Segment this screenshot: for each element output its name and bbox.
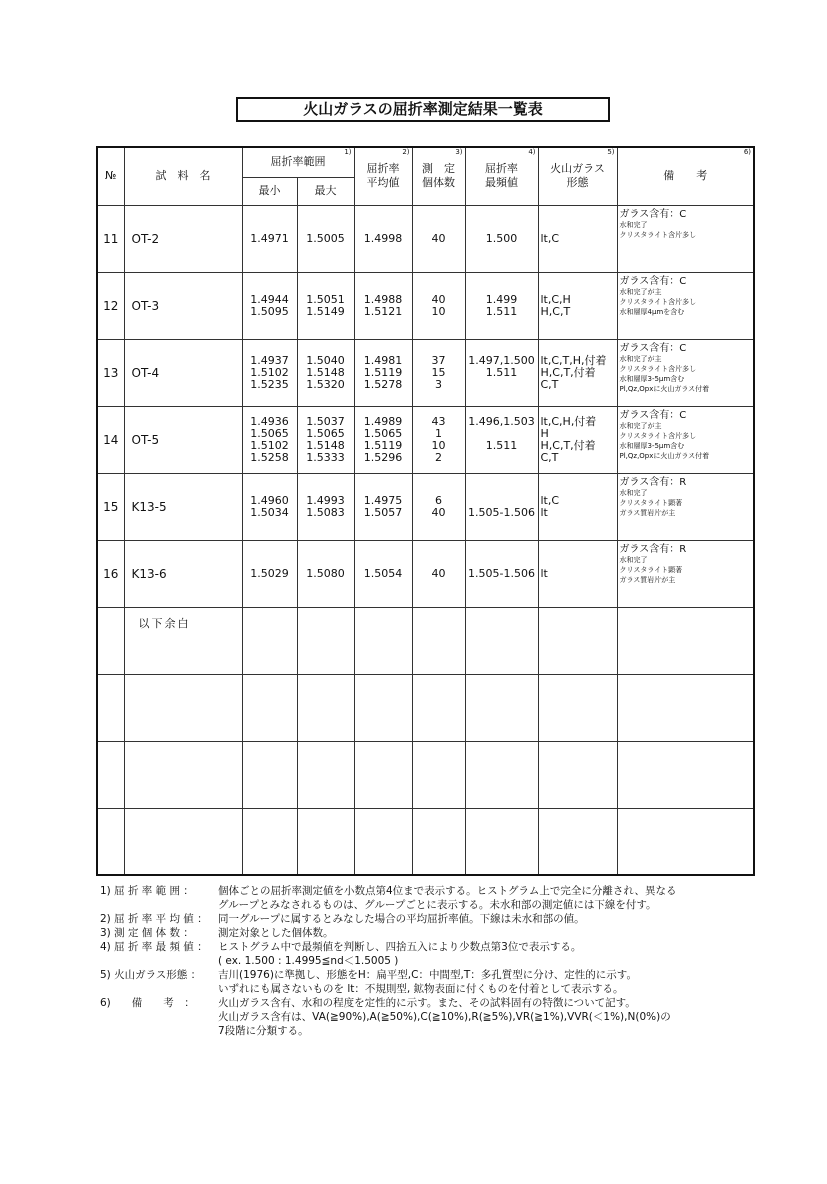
form-value: H,C,T,付着 bbox=[540, 438, 596, 452]
sample-name: OT-3 bbox=[124, 272, 242, 339]
max-value: 1.5005 bbox=[306, 231, 345, 245]
mode-value: 1.499 bbox=[485, 292, 518, 306]
count-value: 15 bbox=[431, 365, 446, 379]
cell-mean bbox=[354, 540, 412, 607]
mode-value: 1.505-1.506 bbox=[468, 566, 535, 580]
footnote-text: ヒストグラム中で最頻値を判断し、四捨五入により少数点第3位で表示する。 bbox=[218, 941, 582, 953]
mean-value: 1.5065 bbox=[363, 426, 403, 440]
blank-row bbox=[97, 674, 754, 741]
sample-name: OT-5 bbox=[124, 406, 242, 473]
footnote-line bbox=[100, 1024, 740, 1038]
cell-mode bbox=[465, 272, 538, 339]
count-value: 10 bbox=[431, 304, 446, 318]
mean-value: 1.5119 bbox=[363, 438, 403, 452]
footnote-key: 5) 火山ガラス形態 ： bbox=[100, 969, 202, 981]
mean-value: 1.5119 bbox=[363, 365, 403, 379]
cell-min bbox=[242, 540, 297, 607]
footnote-key bbox=[100, 1024, 218, 1038]
header-count: 3) 測 定 個体数 bbox=[412, 147, 465, 205]
form-value: lt,C,H bbox=[540, 292, 571, 306]
cell-form bbox=[538, 473, 617, 540]
mode-value: 1.511 bbox=[485, 438, 518, 452]
footnote-text: 測定対象とした個体数。 bbox=[218, 927, 334, 939]
footnote-key bbox=[100, 982, 218, 996]
count-value: 10 bbox=[431, 438, 446, 452]
min-value: 1.4960 bbox=[250, 493, 289, 507]
remark-line: 水和層厚4μmを含む bbox=[619, 307, 685, 316]
results-table bbox=[96, 146, 755, 876]
mode-value: 1.500 bbox=[485, 231, 518, 245]
count-value: 37 bbox=[431, 353, 446, 367]
cell-remarks bbox=[617, 473, 754, 540]
footnote-text: いずれにも属さないものを lt：不規則型, 鉱物表面に付くものを付着として表示する。 bbox=[218, 983, 624, 995]
sample-name: K13-6 bbox=[124, 540, 242, 607]
max-value: 1.5051 bbox=[306, 292, 345, 306]
form-value: lt,C bbox=[540, 493, 560, 507]
footnote-line bbox=[100, 884, 740, 898]
blank-label: 以下余白 bbox=[124, 607, 242, 674]
count-value: 40 bbox=[431, 231, 446, 245]
footnotes bbox=[100, 884, 740, 1038]
mean-value: 1.4975 bbox=[363, 493, 403, 507]
max-value: 1.5065 bbox=[306, 426, 345, 440]
footnote-line bbox=[100, 940, 740, 954]
form-value: C,T bbox=[540, 450, 559, 464]
count-value: 1 bbox=[435, 426, 442, 440]
sample-name: OT-2 bbox=[124, 205, 242, 272]
footnote-text: 火山ガラス含有は、VA(≧90%),A(≧50%),C(≧10%),R(≧5%),VR(≧1%),VVR(＜1%),N(0%)の bbox=[218, 1011, 671, 1023]
header-min: 最小 bbox=[242, 177, 297, 205]
footnote-line bbox=[100, 982, 740, 996]
cell-count bbox=[412, 272, 465, 339]
cell-form bbox=[538, 339, 617, 406]
min-value: 1.4971 bbox=[250, 231, 289, 245]
min-value: 1.5235 bbox=[250, 377, 289, 391]
remark-line: 水和層厚3-5μm含む bbox=[619, 441, 685, 450]
footnote-text: 同一グループに属するとみなした場合の平均屈折率値。下線は未水和部の値。 bbox=[218, 913, 585, 925]
max-value: 1.5148 bbox=[306, 438, 345, 452]
cell-count bbox=[412, 540, 465, 607]
cell-mean bbox=[354, 473, 412, 540]
max-value: 1.5080 bbox=[306, 566, 345, 580]
header-max: 最大 bbox=[297, 177, 354, 205]
header-no: № bbox=[97, 147, 124, 205]
sample-name: K13-5 bbox=[124, 473, 242, 540]
remark-glass-content: ガラス含有：R bbox=[619, 543, 687, 555]
footnote-text: 7段階に分類する。 bbox=[218, 1025, 309, 1037]
remark-line: 水和層厚3-5μm含む bbox=[619, 374, 685, 383]
footnote-key: 4) 屈 折 率 最 頻 値 ： bbox=[100, 941, 208, 953]
footnote-key bbox=[100, 898, 218, 912]
cell-remarks bbox=[617, 406, 754, 473]
remark-line: クリスタライト含片多し bbox=[619, 230, 697, 239]
mode-value bbox=[466, 428, 538, 440]
count-value: 40 bbox=[431, 292, 446, 306]
footnote-text: 吉川(1976)に準拠し、形態をH：扁平型,C：中間型,T：多孔質型に分け、定性的に示す。 bbox=[218, 969, 637, 981]
mean-value: 1.5296 bbox=[363, 450, 403, 464]
form-value: lt,C,T,H,付着 bbox=[540, 353, 607, 367]
footnote-line bbox=[100, 912, 740, 926]
form-value: H,C,T bbox=[540, 304, 571, 318]
cell-remarks bbox=[617, 540, 754, 607]
count-value: 2 bbox=[435, 450, 442, 464]
min-value: 1.4944 bbox=[250, 292, 289, 306]
footnote-line bbox=[100, 926, 740, 940]
cell-mean bbox=[354, 205, 412, 272]
remark-glass-content: ガラス含有：R bbox=[619, 476, 687, 488]
cell-max bbox=[297, 540, 354, 607]
footnote-text: ( ex. 1.500 : 1.4995≦nd＜1.5005 ) bbox=[218, 955, 399, 967]
mode-value: 1.496,1.503 bbox=[468, 414, 535, 428]
remark-line: クリスタライト含片多し bbox=[619, 431, 697, 440]
cell-count bbox=[412, 406, 465, 473]
remark-line: 水和完了が主 bbox=[619, 287, 662, 296]
count-value: 40 bbox=[431, 566, 446, 580]
mean-value: 1.4981 bbox=[363, 353, 403, 367]
max-value: 1.5040 bbox=[306, 353, 345, 367]
header-ri-range: 屈折率範囲 1) bbox=[242, 147, 354, 177]
mean-value: 1.4989 bbox=[363, 414, 403, 428]
cell-mode bbox=[465, 205, 538, 272]
max-value: 1.4993 bbox=[306, 493, 345, 507]
min-value: 1.5102 bbox=[250, 438, 289, 452]
mode-value: 1.505-1.506 bbox=[468, 505, 535, 519]
blank-row bbox=[97, 607, 754, 674]
min-value: 1.4937 bbox=[250, 353, 289, 367]
footnote-text: グループとみなされるものは、グループごとに表示する。未水和部の測定値には下線を付す。 bbox=[218, 899, 657, 911]
form-value: lt bbox=[540, 505, 548, 519]
max-value: 1.5148 bbox=[306, 365, 345, 379]
cell-form bbox=[538, 272, 617, 339]
header-remarks: 6) 備 考 bbox=[617, 147, 754, 205]
cell-mode bbox=[465, 339, 538, 406]
sample-name: OT-4 bbox=[124, 339, 242, 406]
cell-min bbox=[242, 205, 297, 272]
footnote-line bbox=[100, 1010, 740, 1024]
min-value: 1.5095 bbox=[250, 304, 289, 318]
blank-row bbox=[97, 741, 754, 808]
remark-glass-content: ガラス含有：C bbox=[619, 208, 687, 220]
remark-line: 水和完了 bbox=[619, 220, 648, 229]
header-mean: 2) 屈折率 平均値 bbox=[354, 147, 412, 205]
footnote-key: 2) 屈 折 率 平 均 値 ： bbox=[100, 913, 208, 925]
mode-value bbox=[466, 495, 538, 507]
cell-count bbox=[412, 339, 465, 406]
cell-max bbox=[297, 406, 354, 473]
count-value: 43 bbox=[431, 414, 446, 428]
footnote-text: 火山ガラス含有、水和の程度を定性的に示す。また、その試料固有の特徴について記す。 bbox=[218, 997, 636, 1009]
cell-remarks bbox=[617, 339, 754, 406]
footnote-text: 個体ごとの屈折率測定値を小数点第4位まで表示する。ヒストグラム上で完全に分離され、異なる bbox=[218, 885, 677, 897]
cell-remarks bbox=[617, 205, 754, 272]
cell-min bbox=[242, 339, 297, 406]
footnote-key: 6) 備 考 ： bbox=[100, 997, 195, 1009]
row-number: 12 bbox=[97, 272, 124, 339]
form-value: C,T bbox=[540, 377, 559, 391]
footnote-line bbox=[100, 898, 740, 912]
mode-value: 1.497,1.500 bbox=[468, 353, 535, 367]
header-mode: 4) 屈折率 最頻値 bbox=[465, 147, 538, 205]
remark-line: 水和完了が主 bbox=[619, 421, 662, 430]
min-value: 1.5034 bbox=[250, 505, 289, 519]
max-value: 1.5037 bbox=[306, 414, 345, 428]
min-value: 1.5029 bbox=[250, 566, 289, 580]
remark-line: Pl,Qz,Opxに火山ガラス付着 bbox=[619, 384, 710, 393]
row-number: 14 bbox=[97, 406, 124, 473]
cell-mode bbox=[465, 473, 538, 540]
footnote-key: 1) 屈 折 率 範 囲 ： bbox=[100, 885, 194, 897]
table-row bbox=[97, 205, 754, 272]
table-row bbox=[97, 339, 754, 406]
cell-mean bbox=[354, 406, 412, 473]
row-number: 11 bbox=[97, 205, 124, 272]
mode-value bbox=[466, 452, 538, 464]
remark-line: クリスタライト含片多し bbox=[619, 364, 697, 373]
header-sample: 試 料 名 bbox=[124, 147, 242, 205]
cell-mode bbox=[465, 540, 538, 607]
count-value: 6 bbox=[435, 493, 442, 507]
mode-value: 1.511 bbox=[485, 304, 518, 318]
footnote-key bbox=[100, 1010, 218, 1024]
min-value: 1.5258 bbox=[250, 450, 289, 464]
remark-line: 水和完了 bbox=[619, 488, 648, 497]
cell-max bbox=[297, 339, 354, 406]
remark-glass-content: ガラス含有：C bbox=[619, 275, 687, 287]
remark-line: クリスタライト顕著 bbox=[619, 565, 683, 574]
mode-value: 1.511 bbox=[485, 365, 518, 379]
form-value: lt,C bbox=[540, 231, 560, 245]
table-row bbox=[97, 540, 754, 607]
remark-line: クリスタライト顕著 bbox=[619, 498, 683, 507]
cell-max bbox=[297, 272, 354, 339]
mean-value: 1.5057 bbox=[363, 505, 403, 519]
cell-count bbox=[412, 473, 465, 540]
remark-line: ガラス質岩片が主 bbox=[619, 508, 676, 517]
cell-form bbox=[538, 205, 617, 272]
row-number: 16 bbox=[97, 540, 124, 607]
cell-remarks bbox=[617, 272, 754, 339]
count-value: 40 bbox=[431, 505, 446, 519]
min-value: 1.5065 bbox=[250, 426, 289, 440]
cell-min bbox=[242, 473, 297, 540]
cell-min bbox=[242, 272, 297, 339]
max-value: 1.5333 bbox=[306, 450, 345, 464]
cell-mode bbox=[465, 406, 538, 473]
cell-max bbox=[297, 205, 354, 272]
footnote-line bbox=[100, 996, 740, 1010]
remark-line: 水和完了が主 bbox=[619, 354, 662, 363]
remark-line: Pl,Qz,Opxに火山ガラス付着 bbox=[619, 451, 710, 460]
mode-value bbox=[466, 379, 538, 391]
mean-value: 1.5054 bbox=[363, 566, 403, 580]
row-number: 15 bbox=[97, 473, 124, 540]
cell-count bbox=[412, 205, 465, 272]
max-value: 1.5149 bbox=[306, 304, 345, 318]
table-row bbox=[97, 473, 754, 540]
blank-row bbox=[97, 808, 754, 875]
cell-min bbox=[242, 406, 297, 473]
footnote-key: 3) 測 定 個 体 数 ： bbox=[100, 927, 194, 939]
mean-value: 1.4988 bbox=[363, 292, 403, 306]
cell-max bbox=[297, 473, 354, 540]
count-value: 3 bbox=[435, 377, 442, 391]
form-value: H bbox=[540, 426, 549, 440]
remark-line: クリスタライト含片多し bbox=[619, 297, 697, 306]
form-value: lt,C,H,付着 bbox=[540, 414, 597, 428]
footnote-key bbox=[100, 954, 218, 968]
form-value: lt bbox=[540, 566, 548, 580]
max-value: 1.5083 bbox=[306, 505, 345, 519]
min-value: 1.5102 bbox=[250, 365, 289, 379]
row-number: 13 bbox=[97, 339, 124, 406]
mean-value: 1.5278 bbox=[363, 377, 403, 391]
remark-line: ガラス質岩片が主 bbox=[619, 575, 676, 584]
cell-mean bbox=[354, 272, 412, 339]
table-row bbox=[97, 406, 754, 473]
remark-line: 水和完了 bbox=[619, 555, 648, 564]
footnote-line bbox=[100, 968, 740, 982]
remark-glass-content: ガラス含有：C bbox=[619, 342, 687, 354]
table-row bbox=[97, 272, 754, 339]
cell-mean bbox=[354, 339, 412, 406]
mean-value: 1.4998 bbox=[363, 231, 403, 245]
mean-value: 1.5121 bbox=[363, 304, 403, 318]
cell-form bbox=[538, 540, 617, 607]
min-value: 1.4936 bbox=[250, 414, 289, 428]
page-title: 火山ガラスの屈折率測定結果一覧表 bbox=[236, 97, 610, 122]
max-value: 1.5320 bbox=[306, 377, 345, 391]
cell-form bbox=[538, 406, 617, 473]
footnote-line bbox=[100, 954, 740, 968]
remark-glass-content: ガラス含有：C bbox=[619, 409, 687, 421]
header-form: 5) 火山ガラス 形態 bbox=[538, 147, 617, 205]
form-value: H,C,T,付着 bbox=[540, 365, 596, 379]
